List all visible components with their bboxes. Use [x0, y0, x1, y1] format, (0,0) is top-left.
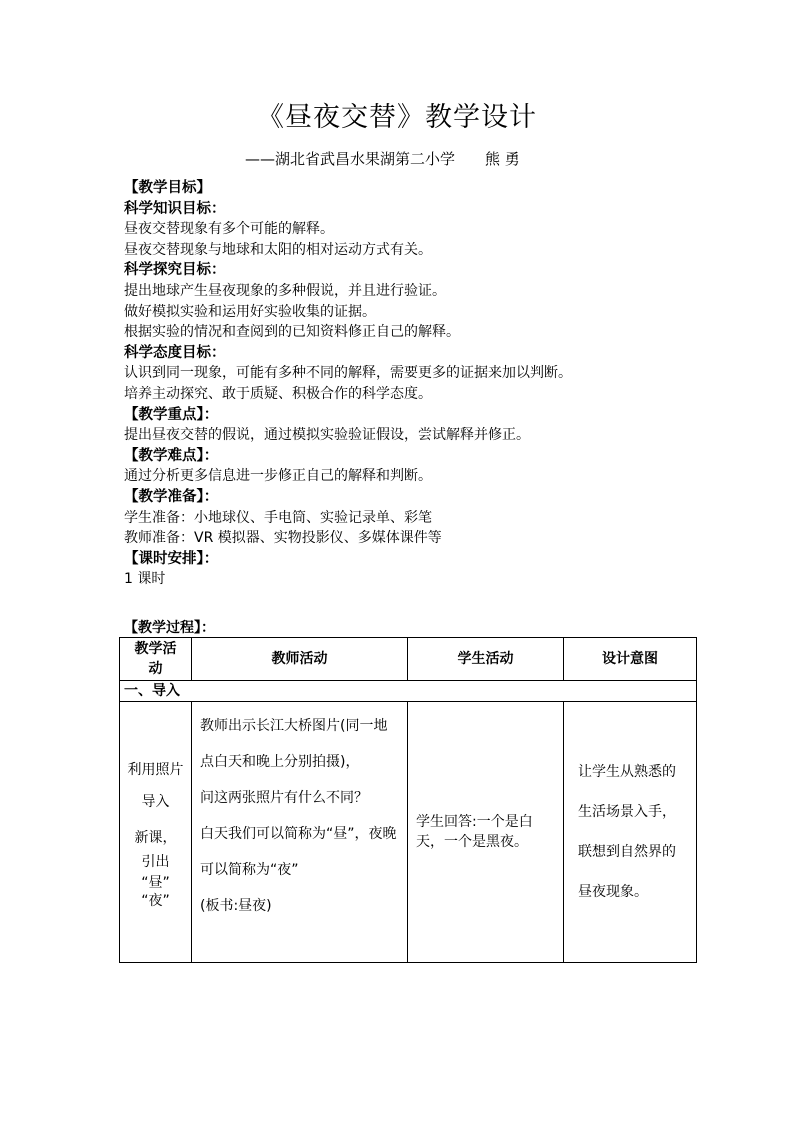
attitude-item: 认识到同一现象，可能有多种不同的解释，需要更多的证据来加以判断。: [124, 365, 572, 382]
knowledge-heading: 科学知识目标：: [124, 200, 226, 217]
attitude-item: 培养主动探究、敢于质疑、积极合作的科学态度。: [124, 385, 432, 402]
attitude-heading: 科学态度目标：: [124, 344, 226, 361]
key-point-item: 提出昼夜交替的假说，通过模拟实验验证假设，尝试解释并修正。: [124, 427, 530, 444]
activity-cell: [120, 702, 192, 963]
goal-heading: 【教学目标】: [124, 180, 211, 196]
activity-line: “夜”: [141, 893, 170, 909]
teacher-activity-cell: [192, 702, 408, 963]
activity-line: 新课，: [134, 830, 177, 846]
activity-line: 利用照片导入: [127, 762, 184, 810]
teaching-process-table: [119, 637, 697, 963]
table-row: [120, 702, 697, 963]
inquiry-item: 做好模拟实验和运用好实验收集的证据。: [124, 303, 376, 320]
header-teacher: 教师活动: [192, 638, 408, 681]
section-label: 一、导入: [120, 681, 697, 702]
lesson-content: [124, 178, 724, 590]
knowledge-item: 昼夜交替现象有多个可能的解释。: [124, 221, 334, 238]
header-student: 学生活动: [408, 638, 564, 681]
teacher-activity-line: 白天我们可以简称为“昼”，夜晚可以简称为“夜”: [200, 826, 397, 878]
document-title: 《昼夜交替》教学设计: [257, 102, 537, 133]
preparation-heading: 【教学准备】：: [124, 488, 219, 505]
section-row: [120, 681, 697, 702]
design-intent-text: 让学生从熟悉的生活场景入手，联想到自然界的昼夜现象。: [578, 764, 676, 900]
inquiry-item: 根据实验的情况和查阅到的已知资料修正自己的解释。: [124, 324, 460, 341]
student-activity-cell: [408, 702, 564, 963]
schedule-item: 1 课时: [124, 571, 166, 588]
activity-line: 引出: [141, 854, 170, 870]
difficulty-heading: 【教学难点】：: [124, 447, 219, 464]
inquiry-item: 提出地球产生昼夜现象的多种假说，并且进行验证。: [124, 282, 446, 299]
schedule-heading: 【课时安排】：: [124, 550, 219, 567]
inquiry-heading: 科学探究目标：: [124, 262, 226, 279]
difficulty-item: 通过分析更多信息进一步修正自己的解释和判断。: [124, 468, 432, 485]
teacher-activity-line: (板书:昼夜): [200, 898, 272, 914]
knowledge-item: 昼夜交替现象与地球和太阳的相对运动方式有关。: [124, 241, 432, 258]
table-header-row: [120, 638, 697, 681]
teacher-preparation: 教师准备：VR 模拟器、实物投影仪、多媒体课件等: [124, 530, 442, 547]
key-point-heading: 【教学重点】：: [124, 406, 219, 423]
process-heading: 【教学过程】：: [124, 620, 215, 636]
header-activity: 教学活动: [120, 638, 192, 681]
activity-line: “昼”: [141, 875, 170, 891]
design-intent-cell: [564, 702, 697, 963]
teacher-activity-line: 教师出示长江大桥图片(同一地点白天和晚上分别拍摄)，: [200, 718, 388, 770]
document-subtitle: ——湖北省武昌水果湖第二小学 熊 勇: [245, 150, 520, 168]
header-intent: 设计意图: [564, 638, 697, 681]
student-activity-text: 学生回答:一个是白天，一个是黑夜。: [416, 814, 533, 850]
student-preparation: 学生准备：小地球仪、手电筒、实验记录单、彩笔: [124, 509, 432, 526]
teacher-activity-line: 问这两张照片有什么不同？: [200, 790, 368, 806]
